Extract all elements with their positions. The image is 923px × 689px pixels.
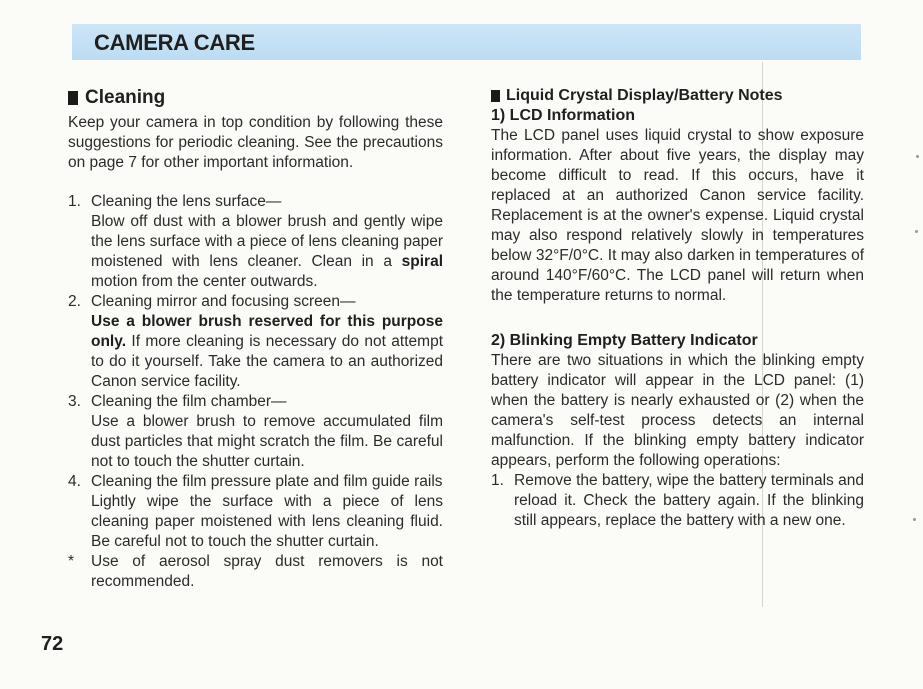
list-item bbox=[68, 392, 443, 472]
step-number: 2. bbox=[68, 293, 81, 310]
list-item bbox=[491, 471, 864, 531]
step-body-text: motion from the center outwards. bbox=[91, 273, 318, 290]
square-bullet-icon bbox=[68, 91, 78, 105]
asterisk-marker: * bbox=[68, 553, 75, 570]
list-item bbox=[68, 472, 443, 552]
footnote bbox=[68, 552, 443, 592]
step-body bbox=[91, 212, 443, 292]
step-body-bold: spiral bbox=[401, 253, 443, 270]
step-body bbox=[91, 312, 443, 392]
cleaning-steps-list bbox=[68, 192, 443, 552]
step-number: 1. bbox=[68, 193, 81, 210]
page-title: CAMERA CARE bbox=[94, 30, 255, 55]
lcd-paragraph: The LCD panel uses liquid crystal to show exposure information. After about five years, the display may become difficult to read. If this occurs, have it replaced at an authorized Canon service facility. Replacement is at the owner's expense. Liquid crystal may also respond relatively slowly in temperatures below 32°F/0°C. It may also darken in temperatures of around 140°F/60°C. The LCD panel will return when the temperature returns to normal. bbox=[491, 127, 864, 304]
right-column bbox=[491, 86, 864, 531]
step-body: Lightly wipe the surface with a piece of lens cleaning paper moistened with lens cleaning fluid. Be careful not to touch the shutter curtain. bbox=[91, 493, 443, 550]
step-title: Cleaning the film pressure plate and film guide rails bbox=[91, 473, 443, 490]
subheading-lcd-information: 1) LCD Information bbox=[491, 107, 635, 124]
step-body: Remove the battery, wipe the battery terminals and reload it. Check the battery again. If the blinking still appears, replace the battery with a new one. bbox=[514, 472, 864, 529]
speck bbox=[916, 155, 919, 158]
step-body-text: Blow off dust with a blower brush and gently wipe the lens surface with a piece of lens cleaning paper moistened with lens cleaner. Clean in a bbox=[91, 213, 443, 270]
step-title: Cleaning the lens surface— bbox=[91, 193, 282, 210]
left-column bbox=[68, 86, 443, 592]
step-number: 3. bbox=[68, 393, 81, 410]
step-title: Cleaning the film chamber— bbox=[91, 393, 287, 410]
step-title: Cleaning mirror and focusing screen— bbox=[91, 293, 356, 310]
section-heading-text: Liquid Crystal Display/Battery Notes bbox=[506, 87, 783, 104]
square-bullet-icon bbox=[491, 90, 500, 102]
page-number: 72 bbox=[41, 633, 64, 655]
speck bbox=[913, 518, 916, 521]
intro-paragraph: Keep your camera in top condition by following these suggestions for periodic cleaning. See the precautions on page 7 for other important information. bbox=[68, 114, 443, 171]
step-number: 1. bbox=[491, 472, 504, 489]
subheading-blinking-battery: 2) Blinking Empty Battery Indicator bbox=[491, 332, 758, 349]
header-band bbox=[72, 24, 861, 60]
list-item bbox=[68, 292, 443, 392]
section-heading-lcd-battery bbox=[491, 86, 864, 106]
list-item bbox=[68, 192, 443, 292]
battery-paragraph: There are two situations in which the blinking empty battery indicator will appear in the LCD panel: (1) when the battery is nearly exhausted or (2) when the camera's self-test process detects an internal malfunction. If the blinking empty battery indicator appears, perform the following operations: bbox=[491, 352, 864, 469]
section-heading-cleaning bbox=[68, 86, 443, 110]
step-number: 4. bbox=[68, 473, 81, 490]
step-body-bold: Use a blower brush reserved for this purpose only. bbox=[91, 313, 443, 350]
section-heading-text: Cleaning bbox=[85, 87, 166, 108]
footnote-text: Use of aerosol spray dust removers is not recommended. bbox=[91, 553, 443, 590]
step-body: Use a blower brush to remove accumulated film dust particles that might scratch the film. Be careful not to touch the shutter curtain. bbox=[91, 413, 443, 470]
battery-steps-list bbox=[491, 471, 864, 531]
step-body-text: If more cleaning is necessary do not attempt to do it yourself. Take the camera to an authorized Canon service facility. bbox=[91, 333, 443, 390]
speck bbox=[915, 230, 918, 233]
